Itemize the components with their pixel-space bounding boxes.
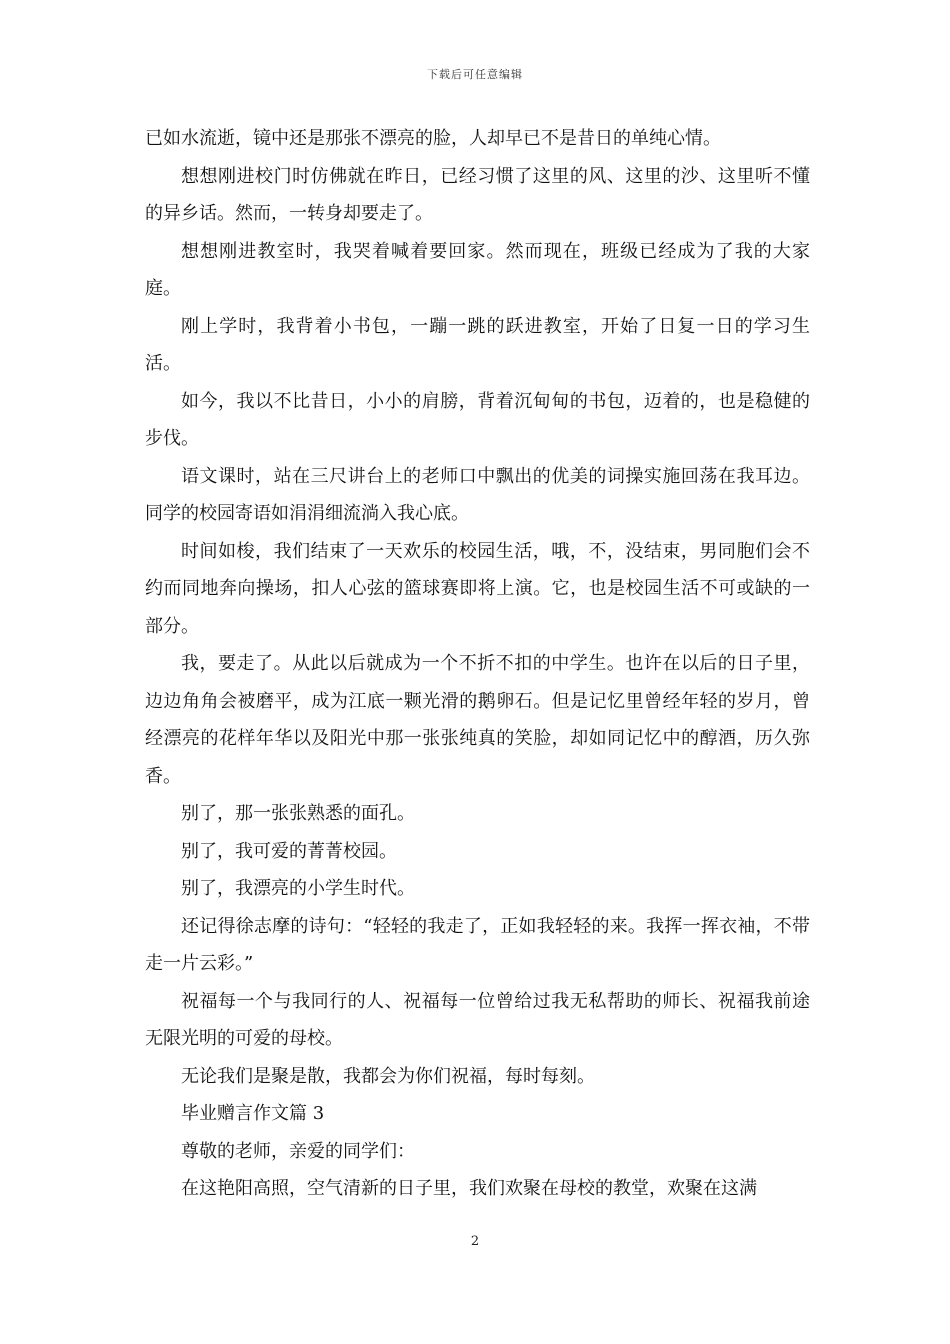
paragraph: 我，要走了。从此以后就成为一个不折不扣的中学生。也许在以后的日子里，边边角角会被磨平，成为江底一颗光滑的鹅卵石。但是记忆里曾经年轻的岁月，曾经漂亮的花样年华以及阳光中那一张张纯真的笑脸，却如同记忆中的醇酒，历久弥香。 bbox=[145, 653, 810, 787]
page-header: 下载后可任意编辑 bbox=[427, 68, 523, 81]
section-heading: 毕业赠言作文篇 3 bbox=[181, 1103, 325, 1124]
paragraph: 已如水流逝，镜中还是那张不漂亮的脸，人却早已不是昔日的单纯心情。 bbox=[145, 128, 721, 149]
paragraph: 别了，那一张张熟悉的面孔。 bbox=[181, 803, 415, 824]
paragraph: 如今，我以不比昔日，小小的肩膀，背着沉甸甸的书包，迈着的，也是稳健的步伐。 bbox=[145, 390, 810, 449]
salutation: 尊敬的老师，亲爱的同学们： bbox=[181, 1140, 415, 1162]
paragraph: 时间如梭，我们结束了一天欢乐的校园生活，哦，不，没结束，男同胞们会不约而同地奔向操场，扣人心弦的篮球赛即将上演。它，也是校园生活不可或缺的一部分。 bbox=[145, 540, 810, 637]
paragraph: 别了，我可爱的菁菁校园。 bbox=[181, 840, 397, 862]
paragraph: 祝福每一个与我同行的人、祝福每一位曾给过我无私帮助的师长、祝福我前途无限光明的可爱的母校。 bbox=[145, 990, 810, 1049]
paragraph: 别了，我漂亮的小学生时代。 bbox=[181, 878, 415, 899]
document-body bbox=[145, 120, 810, 1208]
paragraph: 想想刚进教室时，我哭着喊着要回家。然而现在，班级已经成为了我的大家庭。 bbox=[145, 240, 810, 299]
paragraph: 在这艳阳高照，空气清新的日子里，我们欢聚在母校的教堂，欢聚在这满 bbox=[181, 1178, 757, 1199]
paragraph: 无论我们是聚是散，我都会为你们祝福，每时每刻。 bbox=[181, 1065, 595, 1087]
page-number: 2 bbox=[470, 1234, 480, 1249]
paragraph: 想想刚进校门时仿佛就在昨日，已经习惯了这里的风、这里的沙、这里听不懂的异乡话。然而，一转身却要走了。 bbox=[145, 165, 810, 224]
paragraph: 刚上学时，我背着小书包，一蹦一跳的跃进教室，开始了日复一日的学习生活。 bbox=[145, 315, 810, 374]
paragraph: 还记得徐志摩的诗句：“轻轻的我走了，正如我轻轻的来。我挥一挥衣袖，不带走一片云彩。” bbox=[145, 915, 810, 974]
paragraph: 语文课时，站在三尺讲台上的老师口中飘出的优美的词操实施回荡在我耳边。同学的校园寄语如涓涓细流淌入我心底。 bbox=[145, 465, 810, 524]
